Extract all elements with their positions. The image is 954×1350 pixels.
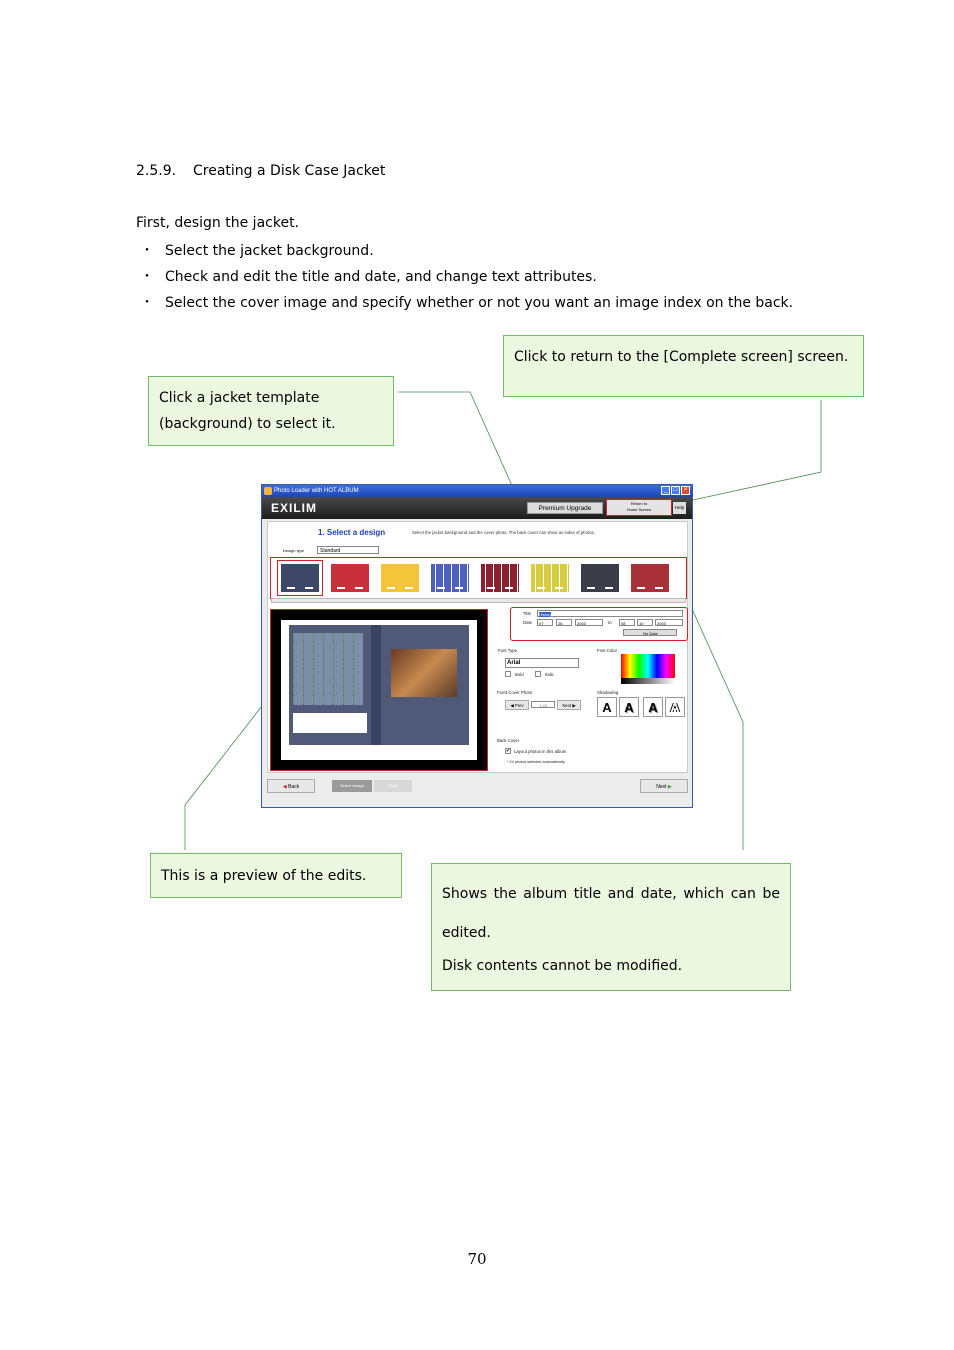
section-title: Creating a Disk Case Jacket bbox=[193, 163, 386, 179]
callout-return-screen: Click to return to the [Complete screen] screen. bbox=[503, 335, 864, 397]
no-date-button[interactable]: No Date bbox=[623, 629, 677, 636]
font-type-label: Font Type bbox=[498, 648, 518, 653]
jacket-template-list bbox=[271, 558, 686, 598]
shadow-option-3[interactable]: A bbox=[643, 697, 663, 717]
window-titlebar: Photo Loader with HOT ALBUM _ □ × bbox=[262, 485, 692, 497]
step-description: Select the jacket background and the cover photo. The back cover can show an index of photos. bbox=[412, 530, 595, 535]
layout-photos-checkbox[interactable]: ✔ bbox=[506, 748, 511, 754]
date-from-month[interactable]: 07 bbox=[537, 619, 553, 626]
date-from-year[interactable]: 2003 bbox=[575, 619, 603, 626]
layout-note: * 24 photos selected automatically. bbox=[507, 760, 566, 764]
date-to-day[interactable]: 10 bbox=[637, 619, 653, 626]
font-color-label: Font Color bbox=[597, 648, 618, 653]
jacket-template-7[interactable] bbox=[581, 564, 619, 592]
help-button[interactable]: Help bbox=[673, 502, 686, 514]
next-photo-button[interactable]: Next ▶ bbox=[557, 700, 581, 710]
date-to-label: to bbox=[608, 620, 612, 625]
bullet-dot: ・ bbox=[140, 269, 154, 285]
back-cover-label: Back Cover bbox=[497, 738, 520, 743]
font-select[interactable]: Arial bbox=[505, 658, 579, 668]
shadow-option-4[interactable]: A bbox=[665, 697, 685, 717]
section-number: 2.5.9. bbox=[136, 163, 177, 179]
front-cover-preview bbox=[381, 625, 469, 745]
template-scrollbar[interactable] bbox=[271, 598, 686, 603]
close-icon[interactable]: × bbox=[681, 486, 690, 495]
design-panel bbox=[267, 521, 688, 773]
bullet-dot: ・ bbox=[140, 295, 154, 311]
back-cover-preview bbox=[289, 625, 371, 745]
jacket-template-4[interactable] bbox=[431, 564, 469, 592]
photo-counter: 1/28 bbox=[531, 701, 555, 708]
bottom-nav bbox=[262, 773, 693, 797]
next-button[interactable]: Next ▶ bbox=[640, 779, 688, 793]
jacket-template-8[interactable] bbox=[631, 564, 669, 592]
jacket-template-1[interactable] bbox=[281, 564, 319, 592]
shadow-option-1[interactable]: A bbox=[597, 697, 617, 717]
list-item: ・ Select the cover image and specify whether or not you want an image index on the back. bbox=[136, 294, 793, 320]
brand-bar bbox=[262, 497, 692, 519]
jacket-template-5[interactable] bbox=[481, 564, 519, 592]
shadow-option-2[interactable]: A bbox=[619, 697, 639, 717]
exilim-logo: EXILIM bbox=[271, 501, 318, 515]
list-item: ・ Select the jacket background. bbox=[136, 242, 793, 268]
title-date-group bbox=[511, 608, 687, 640]
design-type-select[interactable]: Standard bbox=[317, 546, 379, 554]
front-cover-label: Front Cover Photo bbox=[497, 690, 533, 695]
shadowing-label: Shadowing bbox=[597, 690, 619, 695]
cover-photo bbox=[391, 649, 457, 697]
jacket-preview bbox=[271, 610, 487, 770]
date-label: Date bbox=[523, 620, 533, 625]
intro-text: First, design the jacket. bbox=[136, 215, 300, 231]
next-arrow-icon: ▶ bbox=[667, 784, 672, 790]
bold-checkbox[interactable] bbox=[505, 671, 511, 677]
page-number: 70 bbox=[467, 1250, 487, 1268]
back-arrow-icon: ◀ bbox=[282, 784, 287, 790]
minimize-icon[interactable]: _ bbox=[661, 486, 670, 495]
font-color-palette[interactable] bbox=[621, 654, 675, 684]
step-title: 1. Select a design bbox=[318, 528, 386, 537]
premium-upgrade-button[interactable]: Premium Upgrade bbox=[527, 502, 603, 514]
date-to-year[interactable]: 2003 bbox=[655, 619, 683, 626]
callout-album-title: Shows the album title and date, which can be edited. Disk contents cannot be modified. bbox=[431, 863, 791, 991]
jacket-template-2[interactable] bbox=[331, 564, 369, 592]
design-type-label: Design type bbox=[283, 548, 305, 553]
maximize-icon[interactable]: □ bbox=[671, 486, 680, 495]
crumb-select-design: Select design bbox=[332, 780, 372, 792]
italic-checkbox[interactable] bbox=[535, 671, 541, 677]
title-label: Title bbox=[523, 611, 531, 616]
photo-index-grid bbox=[293, 633, 363, 705]
date-to-month[interactable]: 08 bbox=[619, 619, 635, 626]
app-screenshot bbox=[261, 484, 693, 808]
callout-jacket-template: Click a jacket template (background) to select it. bbox=[148, 376, 394, 446]
return-home-button[interactable]: Return to Home Screen bbox=[607, 500, 671, 515]
list-item: ・ Check and edit the title and date, and change text attributes. bbox=[136, 268, 793, 294]
bullet-dot: ・ bbox=[140, 243, 154, 259]
jacket-template-6[interactable] bbox=[531, 564, 569, 592]
app-icon bbox=[264, 487, 272, 495]
jacket-template-3[interactable] bbox=[381, 564, 419, 592]
date-from-day[interactable]: 26 bbox=[556, 619, 572, 626]
back-button[interactable]: ◀ Back bbox=[267, 779, 315, 793]
text-settings: Title History Date 07 26 2003 to 08 10 2003 No Date Font Type Arial Bold Italic Font Color Front Cover Photo ◀ Prev 1/28 Next ▶ Shadowing A A A A Back Cover ✔ Layout photos in this album * 24 photos selected automatically. bbox=[493, 604, 687, 772]
crumb-print: Print bbox=[374, 780, 412, 792]
title-input[interactable]: History bbox=[537, 610, 683, 617]
callout-preview: This is a preview of the edits. bbox=[150, 853, 402, 898]
prev-photo-button[interactable]: ◀ Prev bbox=[505, 700, 529, 710]
